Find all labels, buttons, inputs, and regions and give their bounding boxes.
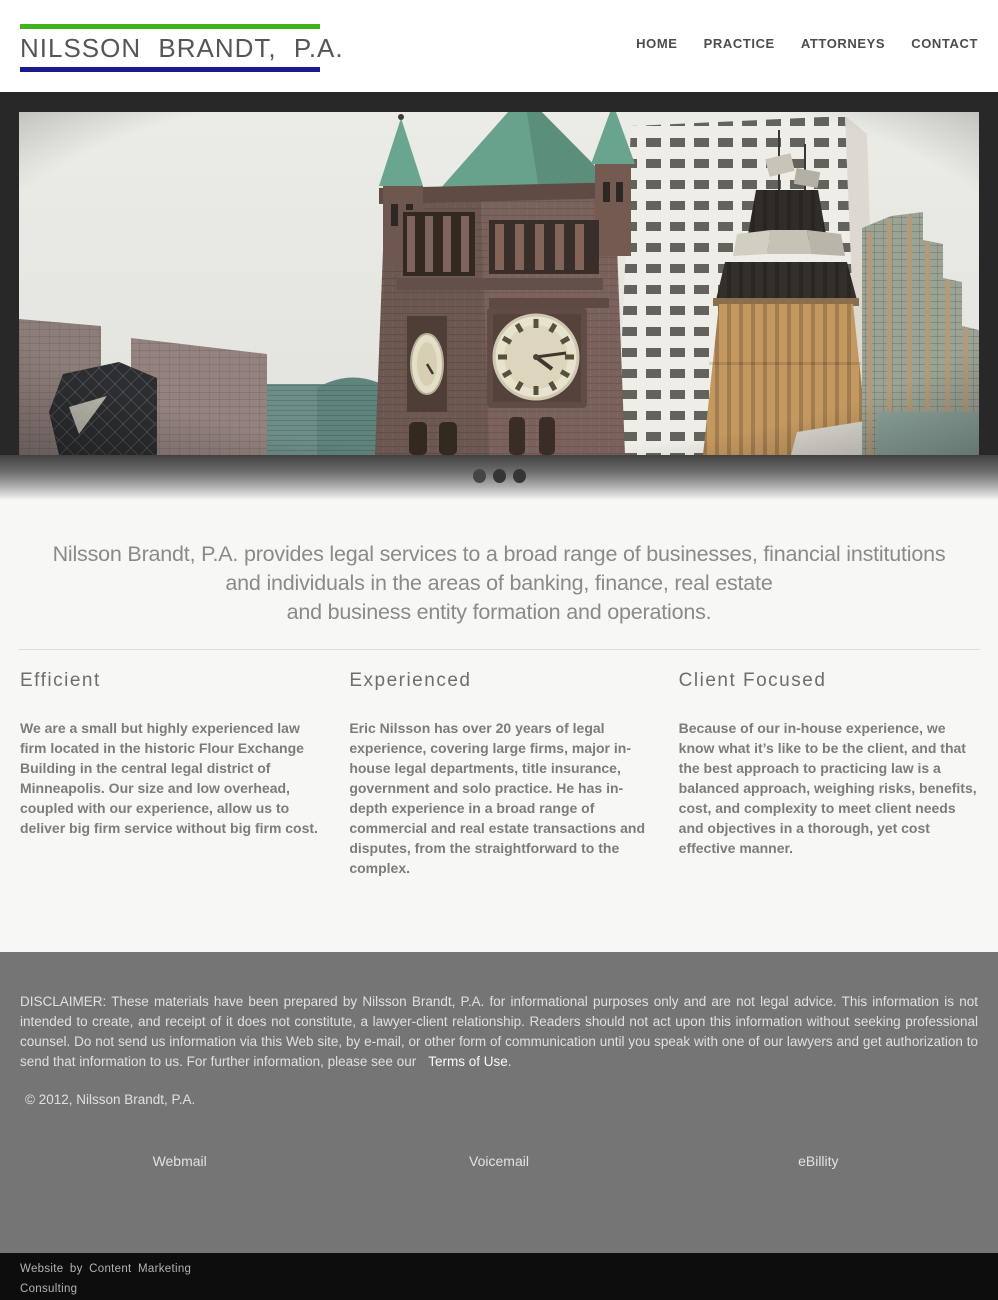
credit-line-1: Website by Content Marketing — [20, 1263, 192, 1275]
column-client-focused — [679, 670, 978, 878]
hero-band — [0, 92, 998, 455]
brand-logo[interactable] — [20, 24, 344, 72]
column-body: Eric Nilsson has over 20 years of legal experience, covering large firms, major in-house legal departments, title insurance, government and solo practice. He has in-depth experience in a broad range of commercial and real estate transactions and disputes, from the straightforward to the complex. — [349, 720, 646, 876]
column-body: Because of our in-house experience, we know what it’s like to be the client, and that the best approach to practicing law is a balanced approach, weighing risks, benefits, cost, and complexity to meet client needs and objectives in a thorough, yet cost effective manner. — [678, 720, 977, 856]
copyright-text: © 2012, Nilsson Brandt, P.A. — [25, 1092, 196, 1107]
main-nav — [636, 36, 978, 51]
column-body: We are a small but highly experienced law firm located in the historic Flour Exchange Building in the central legal district of Minneapolis. Our size and low overhead, coupled with our experience, allow us to deliver big firm service without big firm cost. — [20, 720, 318, 836]
ebillity-link[interactable]: eBillity — [798, 1153, 839, 1169]
credit-line-2: Consulting — [20, 1283, 78, 1295]
terms-suffix: . — [507, 1054, 512, 1069]
column-heading: Experienced — [349, 670, 472, 691]
column-heading: Efficient — [20, 670, 101, 691]
webmail-link[interactable]: Webmail — [152, 1153, 207, 1169]
tagline-line-2: and individuals in the areas of banking, finance, real estate — [225, 571, 773, 595]
logo-navy-rule — [20, 67, 320, 72]
nav-item-attorneys[interactable]: ATTORNEYS — [800, 36, 886, 51]
hero-fade-strip — [0, 455, 998, 500]
disclaimer-text — [20, 992, 978, 1072]
terms-of-use-link[interactable]: Terms of Use — [428, 1054, 508, 1069]
nav-item-practice[interactable]: PRACTICE — [703, 36, 775, 51]
site-credit-bar[interactable] — [0, 1253, 998, 1300]
photo-vignette — [19, 112, 979, 455]
carousel-dot-3[interactable] — [513, 469, 526, 483]
site-header — [0, 0, 998, 92]
nav-item-contact[interactable]: CONTACT — [911, 36, 978, 51]
brand-name: NILSSON BRANDT, P.A. — [20, 33, 344, 63]
firm-tagline — [0, 540, 998, 627]
hero-image-minneapolis-skyline — [19, 112, 979, 455]
carousel-dots — [0, 455, 998, 483]
main-content — [0, 500, 998, 952]
column-efficient — [20, 670, 319, 878]
carousel-dot-2[interactable] — [493, 469, 506, 483]
carousel-dot-1[interactable] — [473, 469, 486, 483]
tagline-line-3: and business entity formation and operations. — [286, 600, 712, 624]
disclaimer-body: DISCLAIMER: These materials have been prepared by Nilsson Brandt, P.A. for informational purposes only and are not legal advice. This information is not intended to create, and receipt of it does not constitute, a lawyer-client relationship. Readers should not act upon this information without seeking professional counsel. Do not send us information via this Web site, by e-mail, or other form of communication until you speak with one of our lawyers and get authorization to send that information to us. For further information, please see our — [20, 994, 978, 1069]
site-footer — [0, 952, 998, 1253]
footer-links — [20, 1153, 978, 1169]
voicemail-link[interactable]: Voicemail — [469, 1153, 529, 1169]
column-experienced — [349, 670, 648, 878]
feature-columns — [0, 650, 998, 878]
tagline-line-1: Nilsson Brandt, P.A. provides legal services to a broad range of businesses, financial institutions — [52, 542, 946, 566]
nav-item-home[interactable]: HOME — [636, 36, 678, 51]
column-heading: Client Focused — [678, 670, 827, 691]
